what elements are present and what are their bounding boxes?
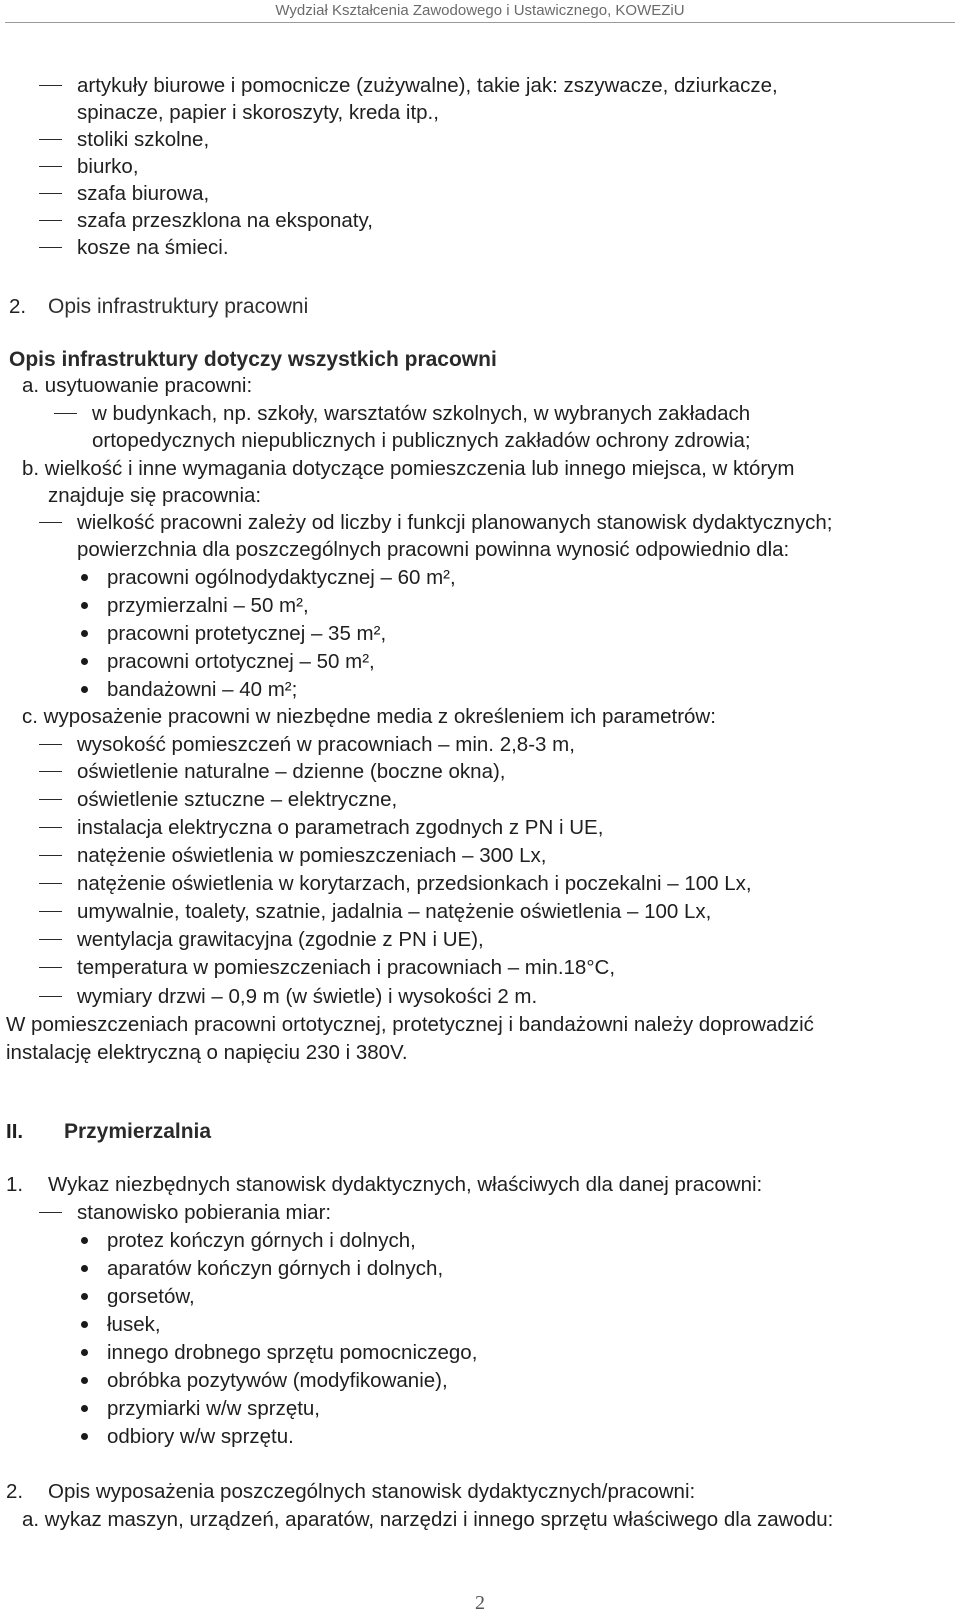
page-header: Wydział Kształcenia Zawodowego i Ustawicznego, KOWEZiU — [275, 2, 685, 19]
item-number: 2. — [6, 1480, 24, 1503]
list-item: biurko, — [77, 155, 139, 178]
bullet-item: gorsetów, — [107, 1285, 195, 1308]
list-item: wysokość pomieszczeń w pracowniach – min. 2,8-3 m, — [77, 733, 575, 756]
note-paragraph-line: W pomieszczeniach pracowni ortotycznej, protetycznej i bandażowni należy doprowadzić — [6, 1013, 814, 1036]
page-number: 2 — [475, 1592, 485, 1614]
bullet-item: bandażowni – 40 m²; — [107, 678, 298, 701]
list-item: umywalnie, toalety, szatnie, jadalnia – natężenie oświetlenia – 100 Lx, — [77, 900, 712, 923]
note-paragraph-line: instalację elektryczną o napięciu 230 i 380V. — [6, 1041, 408, 1064]
list-item: natężenie oświetlenia w pomieszczeniach – 300 Lx, — [77, 844, 547, 867]
section-subtitle: Opis infrastruktury dotyczy wszystkich pracowni — [9, 348, 497, 371]
list-item: szafa biurowa, — [77, 182, 210, 205]
list-item: stoliki szkolne, — [77, 128, 210, 151]
bullet-item: łusek, — [107, 1313, 161, 1336]
list-item: oświetlenie naturalne – dzienne (boczne okna), — [77, 760, 506, 783]
list-item-continuation: powierzchnia dla poszczególnych pracowni powinna wynosić odpowiednio dla: — [77, 538, 790, 561]
list-item: kosze na śmieci. — [77, 236, 229, 259]
bullet-item: przymierzalni – 50 m², — [107, 594, 309, 617]
subsection-a-label: a. wykaz maszyn, urządzeń, aparatów, narzędzi i innego sprzętu właściwego dla zawodu: — [22, 1508, 834, 1531]
list-item: instalacja elektryczna o parametrach zgodnych z PN i UE, — [77, 816, 604, 839]
bullet-item: pracowni ogólnodydaktycznej – 60 m², — [107, 566, 456, 589]
header-divider — [5, 22, 955, 23]
list-item-continuation: spinacze, papier i skoroszyty, kreda itp., — [77, 101, 439, 124]
subsection-b-continuation: znajduje się pracownia: — [48, 484, 262, 507]
list-item: w budynkach, np. szkoły, warsztatów szkolnych, w wybranych zakładach — [92, 402, 751, 425]
list-item: wentylacja grawitacyjna (zgodnie z PN i UE), — [77, 928, 484, 951]
item-number: 1. — [6, 1173, 24, 1196]
item-text: Opis wyposażenia poszczególnych stanowisk dydaktycznych/pracowni: — [48, 1480, 696, 1503]
subsection-b-label: b. wielkość i inne wymagania dotyczące pomieszczenia lub innego miejsca, w którym — [22, 457, 795, 480]
list-item: szafa przeszklona na eksponaty, — [77, 209, 373, 232]
bullet-item: protez kończyn górnych i dolnych, — [107, 1229, 416, 1252]
list-item: natężenie oświetlenia w korytarzach, przedsionkach i poczekalni – 100 Lx, — [77, 872, 752, 895]
list-item: temperatura w pomieszczeniach i pracowniach – min.18°C, — [77, 956, 616, 979]
list-item: oświetlenie sztuczne – elektryczne, — [77, 788, 398, 811]
bullet-item: pracowni protetycznej – 35 m², — [107, 622, 387, 645]
list-item: wymiary drzwi – 0,9 m (w świetle) i wysokości 2 m. — [77, 985, 538, 1008]
section-title: Przymierzalnia — [64, 1120, 212, 1143]
bullet-item: pracowni ortotycznej – 50 m², — [107, 650, 375, 673]
bullet-item: aparatów kończyn górnych i dolnych, — [107, 1257, 444, 1280]
section-number: 2. — [9, 295, 27, 318]
list-item: artykuły biurowe i pomocnicze (zużywalne), takie jak: zszywacze, dziurkacze, — [77, 74, 778, 97]
item-text: Wykaz niezbędnych stanowisk dydaktycznych, właściwych dla danej pracowni: — [48, 1173, 763, 1196]
bullet-item: innego drobnego sprzętu pomocniczego, — [107, 1341, 478, 1364]
list-item: stanowisko pobierania miar: — [77, 1201, 332, 1224]
bullet-item: obróbka pozytywów (modyfikowanie), — [107, 1369, 448, 1392]
subsection-c-label: c. wyposażenie pracowni w niezbędne media z określeniem ich parametrów: — [22, 705, 716, 728]
bullet-item: przymiarki w/w sprzętu, — [107, 1397, 321, 1420]
bullet-item: odbiory w/w sprzętu. — [107, 1425, 294, 1448]
list-item: wielkość pracowni zależy od liczby i funkcji planowanych stanowisk dydaktycznych; — [77, 511, 833, 534]
section-title: Opis infrastruktury pracowni — [48, 295, 309, 318]
subsection-a-label: a. usytuowanie pracowni: — [22, 374, 253, 397]
section-number: II. — [6, 1120, 24, 1143]
list-item-continuation: ortopedycznych niepublicznych i publicznych zakładów ochrony zdrowia; — [92, 429, 751, 452]
